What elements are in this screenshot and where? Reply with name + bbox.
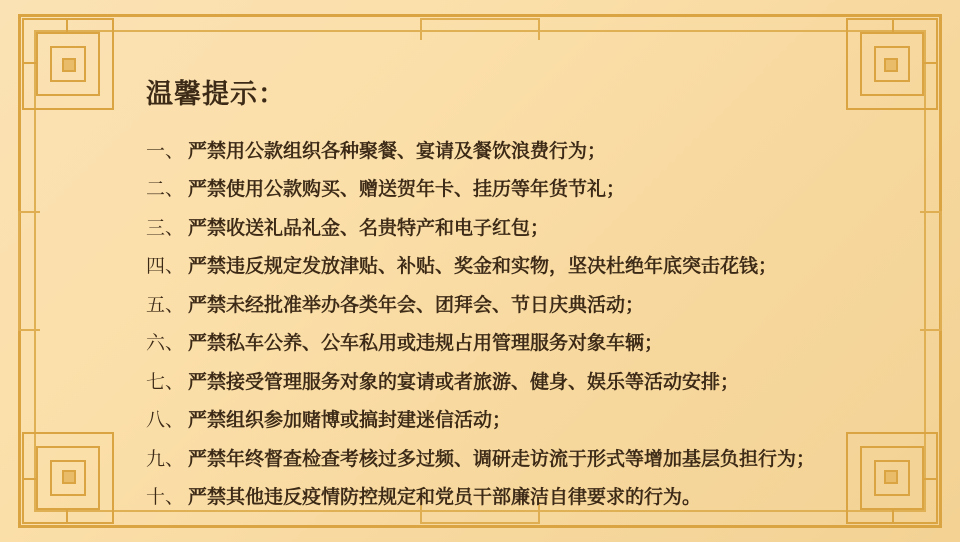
left-edge-ornament bbox=[18, 211, 40, 331]
list-item bbox=[146, 406, 864, 435]
list-item-text: 严禁收送礼品礼金、名贵特产和电子红包； bbox=[188, 216, 550, 239]
list-item-text: 严禁组织参加赌博或搞封建迷信活动； bbox=[188, 409, 512, 432]
list-item-text: 严禁用公款组织各种聚餐、宴请及餐饮浪费行为； bbox=[188, 140, 607, 162]
list-item-number: 七、 bbox=[146, 370, 185, 393]
list-item-number: 十、 bbox=[146, 485, 185, 508]
list-item-number: 四、 bbox=[146, 255, 185, 278]
list-item-number: 六、 bbox=[146, 332, 185, 355]
list-item bbox=[146, 291, 864, 320]
list-item-text: 严禁私车公养、公车私用或违规占用管理服务对象车辆； bbox=[188, 332, 664, 355]
page-title: 温馨提示： bbox=[146, 79, 286, 110]
list-item-text: 严禁使用公款购买、赠送贺年卡、挂历等年货节礼； bbox=[188, 178, 626, 201]
list-item-text: 严禁未经批准举办各类年会、团拜会、节日庆典活动； bbox=[188, 293, 645, 316]
list-item bbox=[146, 445, 864, 474]
list-item-number: 一、 bbox=[146, 140, 185, 162]
list-item bbox=[146, 329, 864, 358]
list-item bbox=[146, 483, 864, 512]
list-item-text: 严禁年终督查检查考核过多过频、调研走访流于形式等增加基层负担行为； bbox=[188, 447, 816, 470]
right-edge-ornament bbox=[920, 211, 942, 331]
list-item bbox=[146, 214, 864, 243]
list-item-number: 二、 bbox=[146, 178, 185, 201]
list-item-text: 严禁接受管理服务对象的宴请或者旅游、健身、娱乐等活动安排； bbox=[188, 370, 740, 393]
corner-ornament-bottom-left bbox=[22, 428, 118, 524]
poster-content bbox=[146, 72, 864, 508]
list-item-number: 九、 bbox=[146, 447, 185, 470]
list-item bbox=[146, 175, 864, 204]
list-item-text: 严禁违反规定发放津贴、补贴、奖金和实物，坚决杜绝年底突击花钱； bbox=[188, 255, 778, 278]
rules-list bbox=[146, 137, 864, 512]
list-item-number: 五、 bbox=[146, 293, 185, 316]
corner-ornament-top-left bbox=[22, 18, 118, 114]
list-item bbox=[146, 368, 864, 397]
list-item-number: 三、 bbox=[146, 216, 185, 239]
list-item bbox=[146, 252, 864, 281]
list-item-text: 严禁其他违反疫情防控规定和党员干部廉洁自律要求的行为。 bbox=[188, 485, 702, 508]
top-edge-ornament bbox=[420, 18, 540, 40]
list-item-number: 八、 bbox=[146, 409, 185, 432]
list-item bbox=[146, 137, 864, 166]
